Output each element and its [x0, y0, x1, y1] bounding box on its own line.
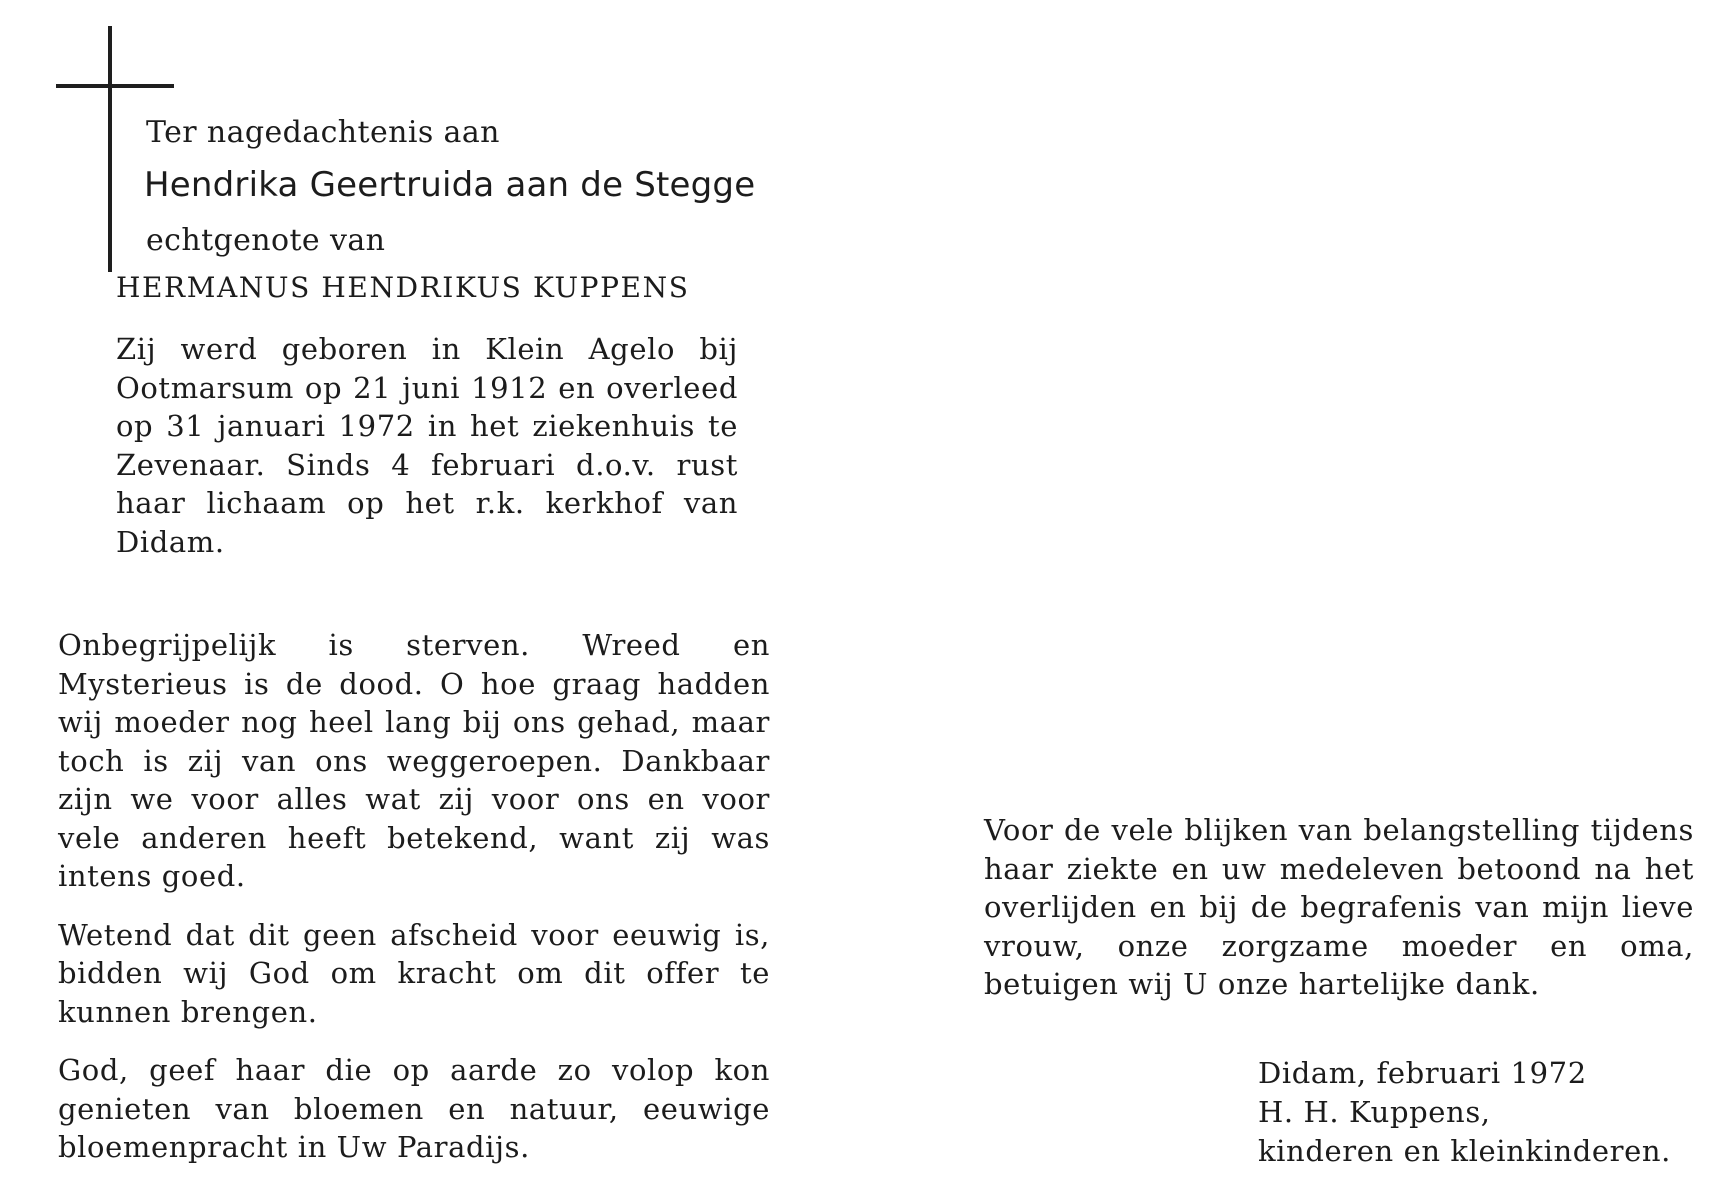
poem-section	[58, 626, 770, 1167]
thanks-text: Voor de vele blijken van belangstelling tijdens haar ziekte en uw medeleven betoond na het overlijden en bij de begrafenis van mijn lieve vrouw, onze zorgzame moeder en oma, betuigen wij U onze hartelijke dank.	[984, 813, 1694, 1001]
cross-icon	[108, 26, 112, 272]
thanks-paragraph	[984, 811, 1694, 1004]
signature-place-date: Didam, februari 1972	[1258, 1056, 1587, 1090]
intro-text: Ter nagedachtenis aan	[146, 115, 500, 150]
cross-icon-crossbar	[56, 84, 174, 88]
spouse-label: echtgenote van	[146, 223, 386, 258]
poem-paragraph: Wetend dat dit geen afscheid voor eeuwig is, bidden wij God om kracht om dit offer te kunnen brengen.	[58, 917, 770, 1029]
signature-block	[1258, 1054, 1671, 1171]
signature-family: kinderen en kleinkinderen.	[1258, 1134, 1671, 1168]
spouse-name: HERMANUS HENDRIKUS KUPPENS	[116, 271, 690, 304]
biography-text: Zij werd geboren in Klein Agelo bij Ootmarsum op 21 juni 1912 en overleed op 31 januari 1972 in het ziekenhuis te Zevenaar. Sinds 4 februari d.o.v. rust haar lichaam op het r.k. kerkhof van Didam.	[116, 332, 738, 559]
biography-paragraph	[116, 330, 738, 561]
poem-paragraph: Onbegrijpelijk is sterven. Wreed en Mysterieus is de dood. O hoe graag hadden wij moeder nog heel lang bij ons gehad, maar toch is zij van ons weggeroepen. Dankbaar zijn we voor alles wat zij voor ons en voor vele anderen heeft betekend, want zij was intens goed.	[58, 628, 770, 893]
signature-signer: H. H. Kuppens,	[1258, 1095, 1491, 1129]
deceased-name: Hendrika Geertruida aan de Stegge	[144, 165, 756, 205]
poem-paragraph: God, geef haar die op aarde zo volop kon genieten van bloemen en natuur, eeuwige bloemenpracht in Uw Paradijs.	[58, 1053, 770, 1164]
